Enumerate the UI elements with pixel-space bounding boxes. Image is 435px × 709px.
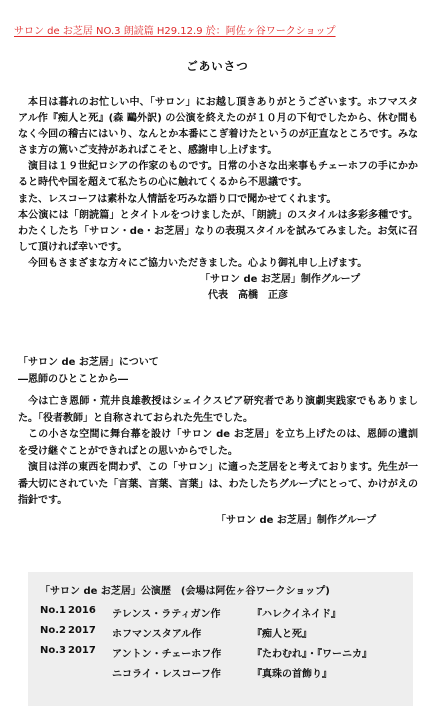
about-section [18, 355, 418, 529]
history-year: 2016 [68, 605, 96, 616]
history-author: ホフマンスタアル作 [112, 629, 202, 640]
greeting-paragraph: また、レスコーフは素朴な人情話を巧みな語り口で聞かせてくれます。 [18, 193, 337, 205]
about-signature: 「サロン de お芝居」制作グループ [216, 514, 377, 526]
performance-history-box [28, 572, 413, 706]
greeting-signature-group: 「サロン de お芝居」制作グループ [200, 274, 361, 286]
about-subheading: ―恩師のひとことから― [18, 373, 128, 385]
document-header: サロン de お芝居 NO.3 朗読篇 H29.12.9 於：阿佐ヶ谷ワークショップ [14, 26, 336, 37]
about-heading: 「サロン de お芝居」について [18, 357, 159, 368]
history-author: テレンス・ラティガン作 [112, 609, 221, 620]
greeting-paragraph: 本公演には「朗読篇」とタイトルをつけましたが、「朗読」のスタイルは多彩多種です。わたくしたち「サロン・de・お芝居」なりの表現スタイルを試みてみました。お気に召して頂ければ幸いです。 [18, 209, 418, 253]
history-author: アントン・チェーホフ作 [112, 649, 222, 660]
history-number: No.3 [40, 645, 66, 656]
history-number: No.2 [40, 625, 66, 636]
about-paragraph: 演目は洋の東西を問わず、この「サロン」に適った芝居をと考えております。先生が一番大切にされていた「言葉、言葉、言葉」は、わたしたちグループにとって、かけがえの指針です。 [18, 462, 418, 506]
history-work: 『真珠の首飾り』 [252, 669, 332, 680]
greeting-body [18, 95, 418, 304]
history-year: 2017 [68, 645, 96, 656]
history-title: 「サロン de お芝居」公演歴 (会場は阿佐ヶ谷ワークショップ) [40, 586, 330, 597]
greeting-paragraph: 今回もさまざまな方々にご協力いただきました。心より御礼申し上げます。 [28, 257, 368, 269]
history-work: 『たわむれ』・『ワーニカ』 [252, 649, 372, 660]
history-row [40, 665, 401, 685]
greeting-paragraph: 本日は暮れのお忙しい中、「サロン」にお越し頂きありがとうございます。ホフマスタアル作『痴人と死』(森 鷗外訳) の公演を終えたのが１０月の下旬でしたから、休む間もなく今回の稽古にはいり、なんとか本番にこぎ着けたというのが正直なところです。みなさま方の篤いご支持があればこそと、感謝申し上げます。 [18, 97, 418, 157]
history-author: ニコライ・レスコーフ作 [112, 669, 221, 680]
page-title: ごあいさつ [186, 59, 249, 73]
history-work: 『ハレクイネイド』 [252, 609, 341, 620]
greeting-paragraph: 演目は１９世紀ロシアの作家のものです。日常の小さな出来事もチェーホフの手にかかると時代や国を超えて私たちの心に触れてくるから不思議です。 [18, 161, 418, 189]
greeting-signature-representative: 代表 高橋 正彦 [208, 290, 288, 302]
history-row [40, 645, 401, 665]
history-number: No.1 [40, 605, 66, 616]
history-row [40, 625, 401, 645]
about-paragraph: 今は亡き恩師・荒井良雄教授はシェイクスピア研究者であり演劇実践家でもありました。「役者教師」と自称されておられた先生でした。 [18, 396, 418, 424]
history-work: 『痴人と死』 [252, 629, 312, 640]
history-row [40, 605, 401, 625]
history-year: 2017 [68, 625, 96, 636]
about-paragraph: この小さな空間に舞台幕を設け「サロン de お芝居」を立ち上げたのは、恩師の遺訓を受け継ぐことができればとの思いからでした。 [18, 429, 418, 457]
